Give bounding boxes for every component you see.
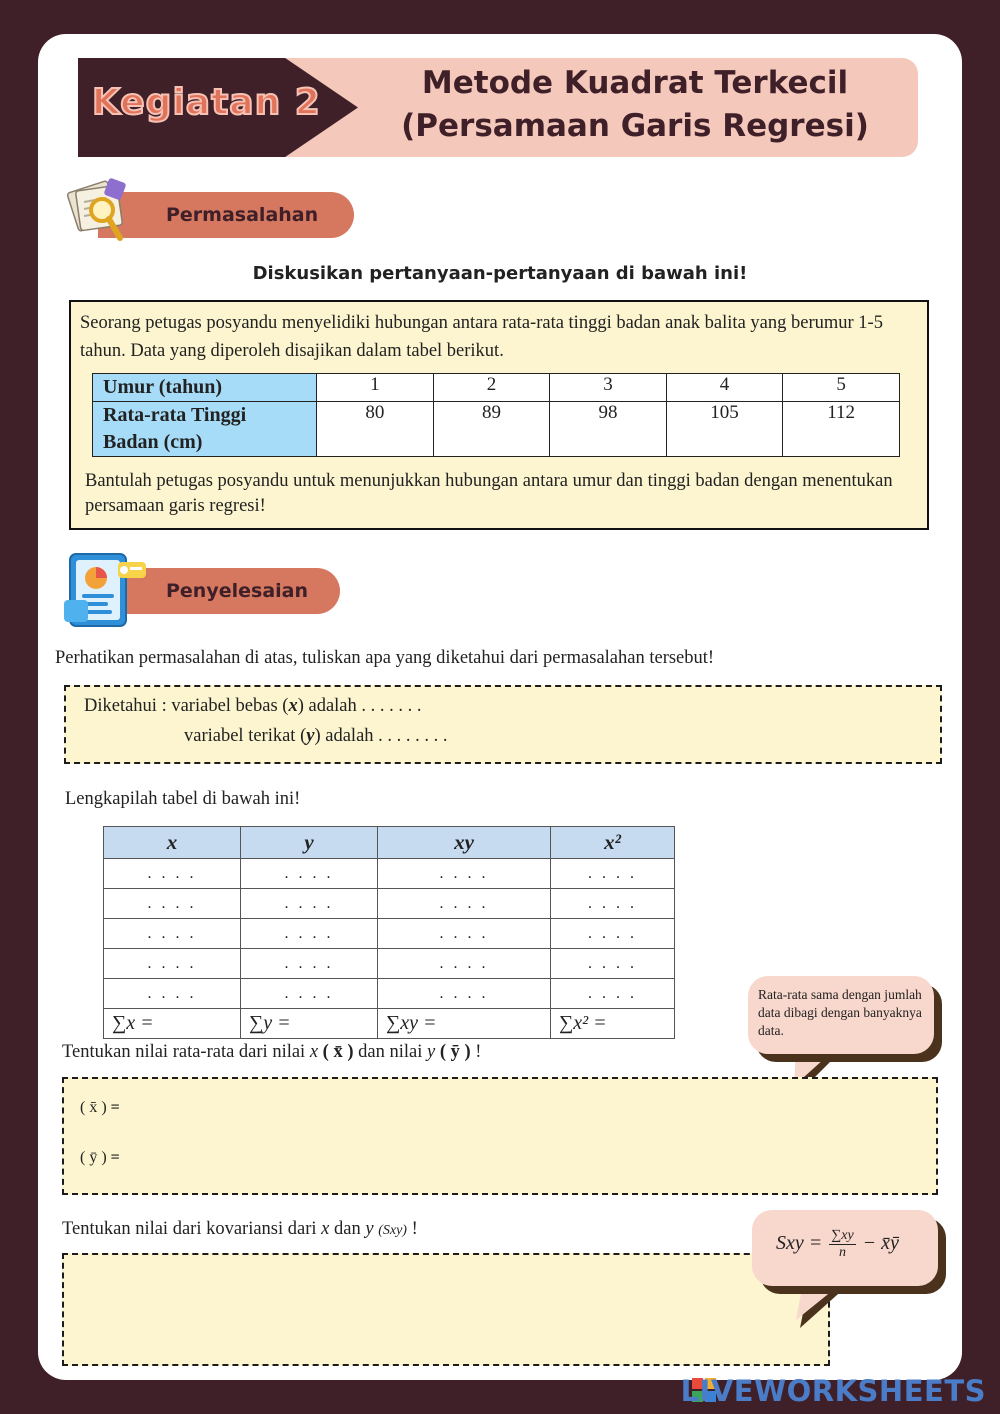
- mean-hint-text: Rata-rata sama dengan jumlah data dibagi dengan banyaknya data.: [758, 987, 922, 1038]
- liveworksheets-brand[interactable]: LIVEWORKSHEETS: [680, 1374, 986, 1408]
- umur-cell: 2: [433, 374, 550, 402]
- xbar-row: [80, 1099, 120, 1117]
- data-table: [92, 373, 900, 457]
- table-row: [104, 919, 675, 949]
- table-row: [104, 949, 675, 979]
- diketahui-line-terikat: [184, 726, 448, 747]
- page-title: [360, 62, 910, 148]
- xbar-label: ( x̄ ): [80, 1099, 107, 1116]
- umur-cell: 1: [317, 374, 434, 402]
- title-line-1: Metode Kuadrat Terkecil: [421, 65, 849, 101]
- input-cell[interactable]: . . . .: [378, 889, 551, 919]
- sum-x[interactable]: ∑x =: [104, 1009, 241, 1039]
- input-cell[interactable]: . . . .: [551, 859, 675, 889]
- terikat-prefix: variabel terikat (: [184, 726, 307, 746]
- input-cell[interactable]: . . . .: [551, 889, 675, 919]
- tinggi-cell: 98: [550, 402, 667, 457]
- formula-denominator: n: [838, 1245, 846, 1260]
- permasalahan-pill: [98, 192, 354, 238]
- formula-bubble: [752, 1210, 938, 1286]
- cov-prompt-end: !: [411, 1219, 418, 1239]
- work-table-header: [104, 827, 675, 859]
- data-table-row-umur: [93, 374, 900, 402]
- diketahui-line-bebas: [84, 696, 422, 717]
- mean-prompt-y: y: [426, 1042, 436, 1062]
- input-cell[interactable]: . . . .: [378, 949, 551, 979]
- formula-fraction: [829, 1228, 855, 1261]
- header-y: y: [241, 827, 378, 859]
- permasalahan-label: Permasalahan: [166, 204, 319, 226]
- input-cell[interactable]: . . . .: [378, 859, 551, 889]
- formula-rhs: − x̄ȳ: [862, 1232, 899, 1255]
- ybar-equals: =: [110, 1149, 120, 1166]
- input-cell[interactable]: . . . .: [551, 979, 675, 1009]
- input-cell[interactable]: . . . .: [104, 919, 241, 949]
- header-x-squared: x²: [551, 827, 675, 859]
- umur-cell: 4: [666, 374, 783, 402]
- sum-row: [104, 1009, 675, 1039]
- terikat-suffix[interactable]: ) adalah . . . . . . . .: [314, 726, 448, 746]
- input-cell[interactable]: . . . .: [104, 949, 241, 979]
- header-xy: xy: [378, 827, 551, 859]
- cov-prompt-x: x: [321, 1219, 330, 1239]
- table-row: [104, 979, 675, 1009]
- variable-y: y: [306, 726, 315, 746]
- cov-prompt-mid: dan: [334, 1219, 361, 1239]
- diketahui-prefix: Diketahui : variabel bebas (: [84, 696, 289, 716]
- penyelesaian-label: Penyelesaian: [166, 580, 308, 602]
- discussion-instruction: Diskusikan pertanyaan-pertanyaan di bawah ini!: [252, 263, 748, 284]
- input-cell[interactable]: . . . .: [241, 859, 378, 889]
- input-cell[interactable]: . . . .: [378, 919, 551, 949]
- umur-cell: 3: [550, 374, 667, 402]
- table-row: [104, 859, 675, 889]
- input-cell[interactable]: . . . .: [241, 949, 378, 979]
- cov-prompt-y: y: [365, 1219, 374, 1239]
- mean-prompt-end: !: [475, 1042, 482, 1062]
- input-cell[interactable]: . . . .: [241, 919, 378, 949]
- input-cell[interactable]: . . . .: [104, 979, 241, 1009]
- mean-prompt-ybar: ( ȳ ): [439, 1042, 471, 1062]
- title-line-2: (Persamaan Garis Regresi): [401, 108, 869, 144]
- diketahui-box: [64, 685, 942, 764]
- cov-prompt-symbol: (Sxy): [378, 1223, 407, 1238]
- kegiatan-label: Kegiatan 2: [92, 82, 321, 123]
- table-row: [104, 889, 675, 919]
- problem-question: Bantulah petugas posyandu untuk menunjukkan hubungan antara umur dan tinggi badan dengan menentukan persamaan garis regresi!: [85, 471, 893, 516]
- table-instruction: Lengkapilah tabel di bawah ini!: [65, 789, 301, 809]
- tinggi-cell: 89: [433, 402, 550, 457]
- cov-formula: [776, 1228, 899, 1261]
- ybar-row: [80, 1149, 120, 1167]
- mean-answer-box[interactable]: [62, 1077, 938, 1195]
- input-cell[interactable]: . . . .: [104, 859, 241, 889]
- sum-xy[interactable]: ∑xy =: [378, 1009, 551, 1039]
- ybar-label: ( ȳ ): [80, 1149, 107, 1166]
- sum-x-squared[interactable]: ∑x² =: [551, 1009, 675, 1039]
- data-table-row-tinggi: [93, 402, 900, 457]
- mean-prompt-x: x: [309, 1042, 319, 1062]
- input-cell[interactable]: . . . .: [241, 979, 378, 1009]
- diketahui-suffix[interactable]: ) adalah . . . . . . .: [297, 696, 422, 716]
- variable-x: x: [288, 696, 298, 716]
- input-cell[interactable]: . . . .: [551, 949, 675, 979]
- xbar-equals: =: [110, 1099, 120, 1116]
- input-cell[interactable]: . . . .: [241, 889, 378, 919]
- row-label-umur: Umur (tahun): [93, 374, 317, 402]
- work-table: [103, 826, 675, 1039]
- input-cell[interactable]: . . . .: [378, 979, 551, 1009]
- cov-prompt: [62, 1219, 418, 1240]
- penyelesaian-intro: Perhatikan permasalahan di atas, tuliskan apa yang diketahui dari permasalahan tersebut!: [55, 648, 715, 668]
- tinggi-cell: 112: [783, 402, 900, 457]
- row-label-tinggi: Rata-rata Tinggi Badan (cm): [93, 402, 317, 457]
- magnifier-document-icon: [62, 178, 132, 244]
- tinggi-cell: 105: [666, 402, 783, 457]
- input-cell[interactable]: . . . .: [104, 889, 241, 919]
- umur-cell: 5: [783, 374, 900, 402]
- tinggi-cell: 80: [317, 402, 434, 457]
- mean-prompt-xbar: ( x̄ ): [322, 1042, 354, 1062]
- mean-prompt: [62, 1042, 481, 1063]
- input-cell[interactable]: . . . .: [551, 919, 675, 949]
- cov-answer-box[interactable]: [62, 1253, 830, 1366]
- mean-prompt-mid: dan nilai: [358, 1042, 423, 1062]
- mean-hint-bubble: [748, 976, 934, 1054]
- cov-prompt-pre: Tentukan nilai dari kovariansi dari: [62, 1219, 317, 1239]
- formula-lhs: Sxy =: [776, 1232, 823, 1255]
- mean-prompt-pre: Tentukan nilai rata-rata dari nilai: [62, 1042, 306, 1062]
- sum-y[interactable]: ∑y =: [241, 1009, 378, 1039]
- clipboard-chart-icon: [60, 550, 152, 630]
- problem-intro: Seorang petugas posyandu menyelidiki hubungan antara rata-rata tinggi badan anak balita yang berumur 1-5 tahun. Data yang diperoleh disajikan dalam tabel berikut.: [80, 313, 883, 361]
- header-x: x: [104, 827, 241, 859]
- formula-numerator: ∑xy: [831, 1228, 854, 1243]
